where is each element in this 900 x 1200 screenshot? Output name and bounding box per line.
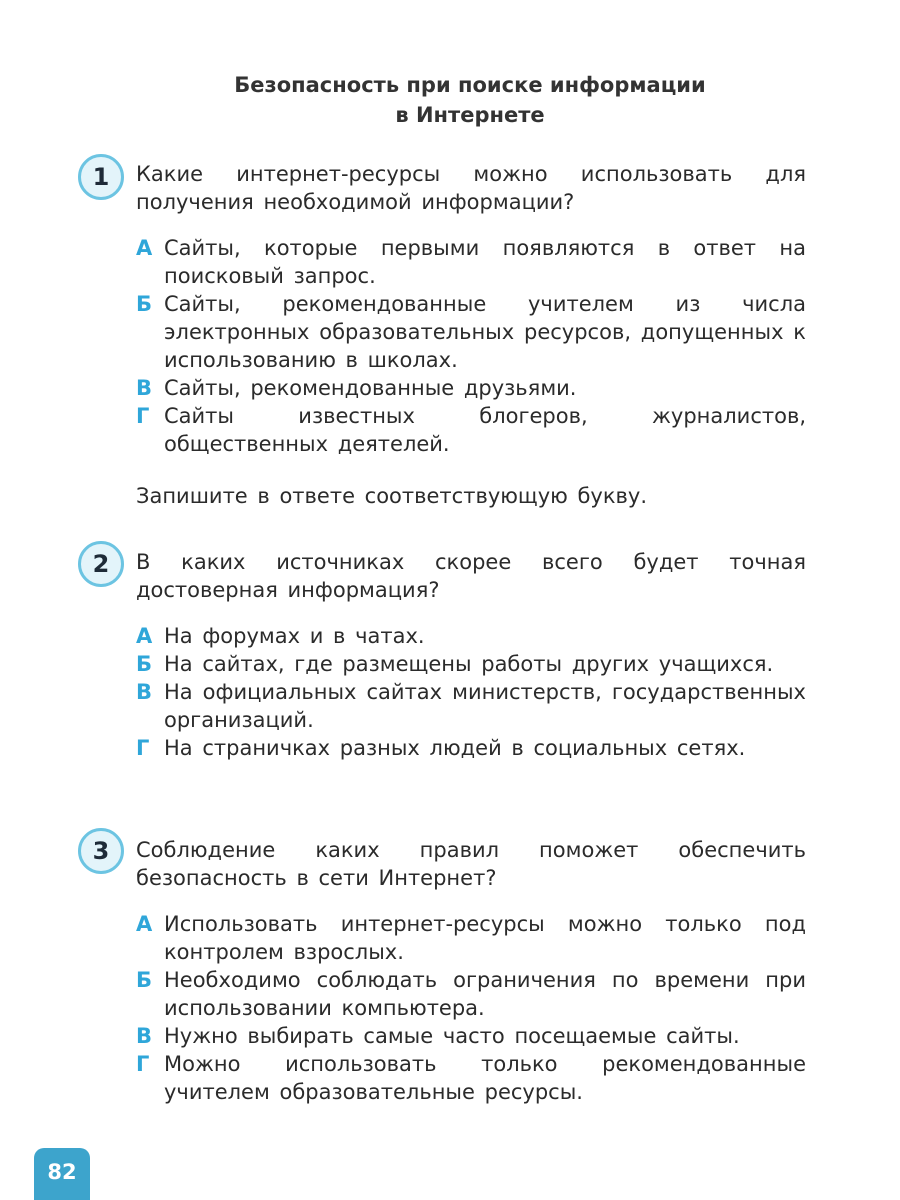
option-item xyxy=(136,234,806,290)
option-text: Сайты, рекомендованные друзьями. xyxy=(164,376,577,400)
page-number: 82 xyxy=(34,1148,90,1200)
option-text: Можно использовать только рекомендованные учителем образовательные ресурсы. xyxy=(164,1052,806,1104)
question-text: В каких источниках скорее всего будет точная достоверная информация? xyxy=(136,550,806,602)
option-item xyxy=(136,966,806,1022)
option-letter: Г xyxy=(136,736,150,760)
option-text: Сайты, которые первыми появляются в ответ на поисковый запрос. xyxy=(164,236,806,288)
title-line-1: Безопасность при поиске информации xyxy=(234,73,706,97)
option-item xyxy=(136,374,806,402)
answer-instruction: Запишите в ответе соответствующую букву. xyxy=(136,484,648,508)
options-list xyxy=(136,622,806,762)
option-text: Сайты, рекомендованные учителем из числа электронных образовательных ресурсов, допущенных к использованию в школах. xyxy=(164,292,806,372)
option-letter: В xyxy=(136,680,153,704)
question-number-badge: 3 xyxy=(78,828,124,874)
options-list xyxy=(136,234,806,458)
option-text: На форумах и в чатах. xyxy=(164,624,425,648)
question-text: Какие интернет-ресурсы можно использовать для получения необходимой информации? xyxy=(136,162,806,214)
page-title xyxy=(130,70,810,130)
options-list xyxy=(136,910,806,1106)
option-letter: Г xyxy=(136,1052,150,1076)
option-letter: Б xyxy=(136,968,153,992)
question-text: Соблюдение каких правил поможет обеспечить безопасность в сети Интернет? xyxy=(136,838,806,890)
option-text: На страничках разных людей в социальных сетях. xyxy=(164,736,746,760)
question-number-badge: 1 xyxy=(78,154,124,200)
option-letter: В xyxy=(136,376,153,400)
option-letter: Б xyxy=(136,292,153,316)
option-text: Нужно выбирать самые часто посещаемые сайты. xyxy=(164,1024,740,1048)
question-block-2 xyxy=(136,548,806,762)
option-item xyxy=(136,650,806,678)
title-line-2: в Интернете xyxy=(395,103,545,127)
option-text: На сайтах, где размещены работы других учащихся. xyxy=(164,652,774,676)
option-letter: А xyxy=(136,236,153,260)
option-item xyxy=(136,402,806,458)
option-text: Необходимо соблюдать ограничения по времени при использовании компьютера. xyxy=(164,968,806,1020)
option-item xyxy=(136,678,806,734)
option-item xyxy=(136,910,806,966)
option-item xyxy=(136,290,806,374)
question-block-3 xyxy=(136,836,806,1106)
option-letter: Г xyxy=(136,404,150,428)
question-number-badge: 2 xyxy=(78,541,124,587)
option-text: Использовать интернет-ресурсы можно только под контролем взрослых. xyxy=(164,912,806,964)
option-item xyxy=(136,1022,806,1050)
option-text: На официальных сайтах министерств, государственных организаций. xyxy=(164,680,806,732)
option-letter: Б xyxy=(136,652,153,676)
option-item xyxy=(136,1050,806,1106)
option-letter: В xyxy=(136,1024,153,1048)
option-letter: А xyxy=(136,912,153,936)
option-item xyxy=(136,622,806,650)
option-text: Сайты известных блогеров, журналистов, общественных деятелей. xyxy=(164,404,806,456)
option-letter: А xyxy=(136,624,153,648)
option-item xyxy=(136,734,806,762)
question-block-1 xyxy=(136,160,806,510)
